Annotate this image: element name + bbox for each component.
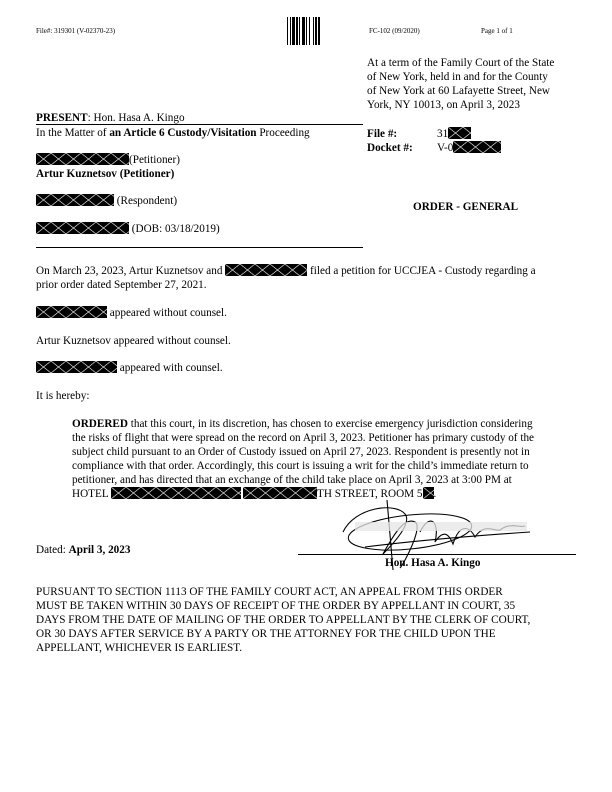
matter-type: an Article 6 Custody/Visitation — [109, 127, 257, 139]
petition-line-2: prior order dated September 27, 2021. — [36, 279, 207, 291]
dated-line — [36, 543, 130, 557]
signature-rule — [298, 554, 576, 555]
petitioner-1-role: (Petitioner) — [129, 154, 180, 166]
file-number — [437, 127, 471, 141]
redaction-box — [36, 222, 129, 234]
appearance-text: appeared with counsel. — [117, 362, 223, 374]
appeal-notice-line: OR 30 DAYS AFTER SERVICE BY A PARTY OR THE ATTORNEY FOR THE CHILD UPON THE — [36, 628, 496, 640]
petition-text: filed a petition for UCCJEA - Custody regarding a — [307, 265, 536, 277]
ordered-text: TH STREET, ROOM 5 — [317, 488, 423, 500]
respondent-role: (Respondent) — [114, 195, 178, 207]
appeal-notice-line: DAYS FROM THE DATE OF MAILING OF THE ORDER TO APPELLANT BY THE CLERK OF COURT, — [36, 614, 531, 626]
dated-value: April 3, 2023 — [68, 544, 131, 556]
judge-present: : Hon. Hasa A. Kingo — [87, 112, 185, 124]
matter-suffix: Proceeding — [256, 127, 310, 139]
redaction-box — [225, 264, 307, 276]
matter-prefix: In the Matter of — [36, 127, 110, 139]
docket-number — [437, 141, 501, 155]
page-number: Page 1 of 1 — [481, 27, 513, 35]
court-term-line: of New York, held in and for the County — [367, 71, 548, 83]
court-term-line: At a term of the Family Court of the State — [367, 57, 555, 69]
signature-judge-name: Hon. Hasa A. Kingo — [385, 557, 481, 569]
barcode — [287, 17, 327, 45]
order-title: ORDER - GENERAL — [413, 201, 519, 213]
court-term-line: of New York at 60 Lafayette Street, New — [367, 85, 550, 97]
ordered-keyword: ORDERED — [72, 418, 128, 430]
redaction-box — [243, 487, 317, 499]
appearance-text: appeared without counsel. — [107, 307, 227, 319]
redaction-box — [36, 361, 117, 373]
file-reference: File#: 319301 (V-02370-23) — [36, 27, 116, 35]
child-line — [36, 222, 220, 236]
appearance-2: Artur Kuznetsov appeared without counsel. — [36, 335, 231, 347]
present-line — [36, 111, 185, 125]
appeal-notice-line: MUST BE TAKEN WITHIN 30 DAYS OF RECEIPT OF THE ORDER BY APPELLANT IN COURT, 35 — [36, 600, 516, 612]
redaction-box — [36, 153, 129, 165]
form-id: FC-102 (09/2020) — [369, 27, 420, 35]
petition-text: On March 23, 2023, Artur Kuznetsov and — [36, 265, 226, 277]
appearance-1 — [36, 306, 227, 320]
child-dob: (DOB: 03/18/2019) — [129, 223, 220, 235]
ordered-text: . — [433, 488, 437, 500]
docket-number-value: V-0 — [437, 142, 454, 154]
court-term-line: York, NY 10013, on April 3, 2023 — [367, 99, 520, 111]
dated-label: Dated: — [36, 544, 69, 556]
file-number-label: File #: — [367, 128, 398, 140]
redaction-box — [448, 127, 471, 139]
petitioner-2-line: Artur Kuznetsov (Petitioner) — [36, 168, 175, 180]
matter-line — [36, 126, 310, 140]
ordered-line: subject child pursuant to an Order of Custody issued on April 27, 2023. Respondent is presently not in — [72, 446, 530, 458]
caption-top-rule — [36, 124, 363, 125]
file-number-value: 31 — [437, 128, 449, 140]
redaction-box — [36, 194, 114, 206]
appeal-notice-line: APPELLANT, WHICHEVER IS EARLIEST. — [36, 642, 243, 654]
ordered-line: the risks of flight that were spread on the record on April 3, 2023. Petitioner has primary custody of the — [72, 432, 534, 444]
ordered-line — [72, 417, 534, 431]
caption-bottom-rule — [36, 247, 363, 248]
ordered-line: petitioner, and has directed that an exchange of the child take place on April 3, 2023 at 3:00 PM at — [72, 474, 512, 486]
ordered-paragraph — [72, 417, 534, 501]
docket-number-label: Docket #: — [367, 142, 413, 154]
redaction-box — [453, 141, 501, 153]
redaction-box — [111, 487, 241, 499]
ordered-text: HOTEL — [72, 488, 112, 500]
appeal-notice-line: PURSUANT TO SECTION 1113 OF THE FAMILY COURT ACT, AN APPEAL FROM THIS ORDER — [36, 586, 503, 598]
appeal-notice — [36, 585, 530, 655]
respondent-line — [36, 194, 177, 208]
ordered-line: compliance with that order. Accordingly, this court is issuing a writ for the child’s immediate return to — [72, 460, 529, 472]
petition-line-1 — [36, 264, 536, 278]
ordered-text: that this court, in its discretion, has chosen to exercise emergency jurisdiction considering — [127, 418, 533, 430]
hereby-line: It is hereby: — [36, 390, 90, 402]
present-label: PRESENT — [36, 112, 88, 124]
appearance-3 — [36, 361, 223, 375]
petitioner-1-line — [36, 153, 180, 167]
redaction-box — [36, 306, 107, 318]
court-term-block — [367, 56, 554, 112]
